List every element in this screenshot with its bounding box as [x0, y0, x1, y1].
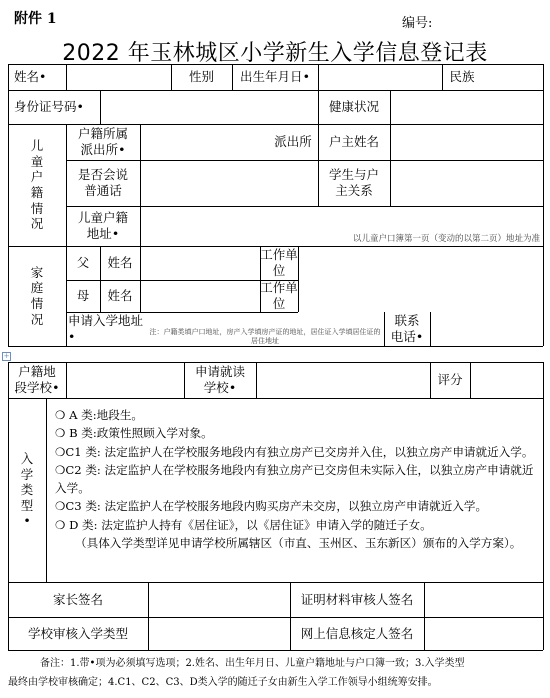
- family-info-label: 家 庭 情 况: [30, 264, 44, 327]
- footer-notes: [8, 654, 544, 692]
- name-label: 姓名 •: [14, 69, 47, 85]
- footer-note-line-2: 最终由学校审核确定；4.C1、C2、C3、D类入学的随迁子女由新生入学工作领导小组统筹安排。: [8, 677, 438, 688]
- name-field[interactable]: [67, 65, 170, 90]
- relation-label: 学生与户主关系: [328, 167, 379, 198]
- household-school-field[interactable]: [67, 363, 183, 398]
- online-reviewer-label: 网上信息核定人签名: [300, 625, 414, 641]
- health-label: 健康状况: [328, 99, 379, 115]
- entry-type-note: （具体入学类型详见申请学校所属辖区（市直、玉州区、玉东新区）颁布的入学方案）。: [75, 536, 522, 551]
- child-address-label: 儿童户籍地址•: [77, 210, 128, 241]
- father-work-unit-label: 工作单位: [260, 247, 298, 278]
- child-household-label: 儿 童 户 籍 情 况: [30, 138, 44, 232]
- household-school-label: 户籍地段学校•: [14, 364, 60, 395]
- gender-label: 性别: [188, 69, 214, 85]
- apply-school-field[interactable]: [257, 363, 429, 398]
- number-label: 编号:: [402, 16, 433, 31]
- apply-school-label: 申请就读学校•: [194, 364, 245, 395]
- entry-type-option-c3[interactable]: ❍C3 类: 法定监护人在学校服务地段内购买房产未交房，以独立房产申请就近入学。: [55, 499, 488, 514]
- dob-field[interactable]: [319, 65, 441, 90]
- entry-type-option-a[interactable]: ❍ A 类:地段生。: [55, 408, 144, 422]
- parent-sign-field[interactable]: [149, 583, 289, 617]
- apply-address-label: 申请入学地址•: [68, 313, 144, 344]
- id-number-field[interactable]: [101, 91, 317, 124]
- page-title: 2022 年玉林城区小学新生入学信息登记表: [62, 41, 488, 66]
- entry-type-option-c1[interactable]: ❍C1 类: 法定监护人在学校服务地段内有独立房产已交房并入住，以独立房产申请就近入学。: [55, 444, 534, 459]
- household-head-label: 户主姓名: [328, 134, 379, 150]
- entry-type-option-d[interactable]: ❍ D 类: 法定监护人持有《居住证》，以《居住证》申请入学的随迁子女。: [55, 517, 432, 532]
- entry-type-option-b[interactable]: ❍ B 类:政策性照顾入学对象。: [55, 426, 213, 441]
- entry-type-options: [55, 406, 540, 552]
- station-suffix: 派出所: [274, 134, 312, 150]
- ethnicity-label: 民族: [449, 69, 475, 85]
- father-label: 父: [76, 255, 90, 271]
- mother-work-unit-label: 工作单位: [260, 280, 298, 311]
- parent-sign-label: 家长签名: [52, 591, 103, 607]
- score-label: 评分: [437, 372, 463, 388]
- entry-type-option-c2[interactable]: ❍C2 类: 法定监护人在学校服务地段内有独立房产已交房但未实际入住，以独立房产申请就近入学。: [55, 462, 534, 496]
- mandarin-label: 是否会说普通话: [77, 167, 128, 198]
- school-review-label: 学校审核入学类型: [27, 625, 128, 641]
- address-note: 以儿童户口簿第一页（变动的以第二页）地址为准: [352, 233, 540, 244]
- contact-phone-label: 联系电话•: [390, 313, 424, 344]
- entry-type-label: 入 学 类 型 •: [20, 450, 34, 529]
- doc-reviewer-label: 证明材料审核人签名: [300, 591, 414, 607]
- dob-label: 出生年月日 •: [240, 69, 310, 85]
- household-station-label: 户籍所属派出所•: [77, 126, 128, 157]
- footer-note-line-1: 备注：1.带•项为必须填写选项；2.姓名、出生年月日、儿童户籍地址与户口簿一致；3.入学类型: [40, 658, 465, 669]
- mother-label: 母: [76, 288, 90, 304]
- id-number-label: 身份证号码 •: [14, 99, 84, 115]
- apply-address-note: 注：户籍类填户口地址，房产入学填房产证的地址，居住证入学填居住证的居住地址: [149, 328, 381, 345]
- table-anchor-icon[interactable]: +: [3, 352, 10, 360]
- attachment-label: 附件 1: [14, 11, 57, 27]
- father-name-label: 姓名: [107, 255, 133, 271]
- mother-name-label: 姓名: [107, 288, 133, 304]
